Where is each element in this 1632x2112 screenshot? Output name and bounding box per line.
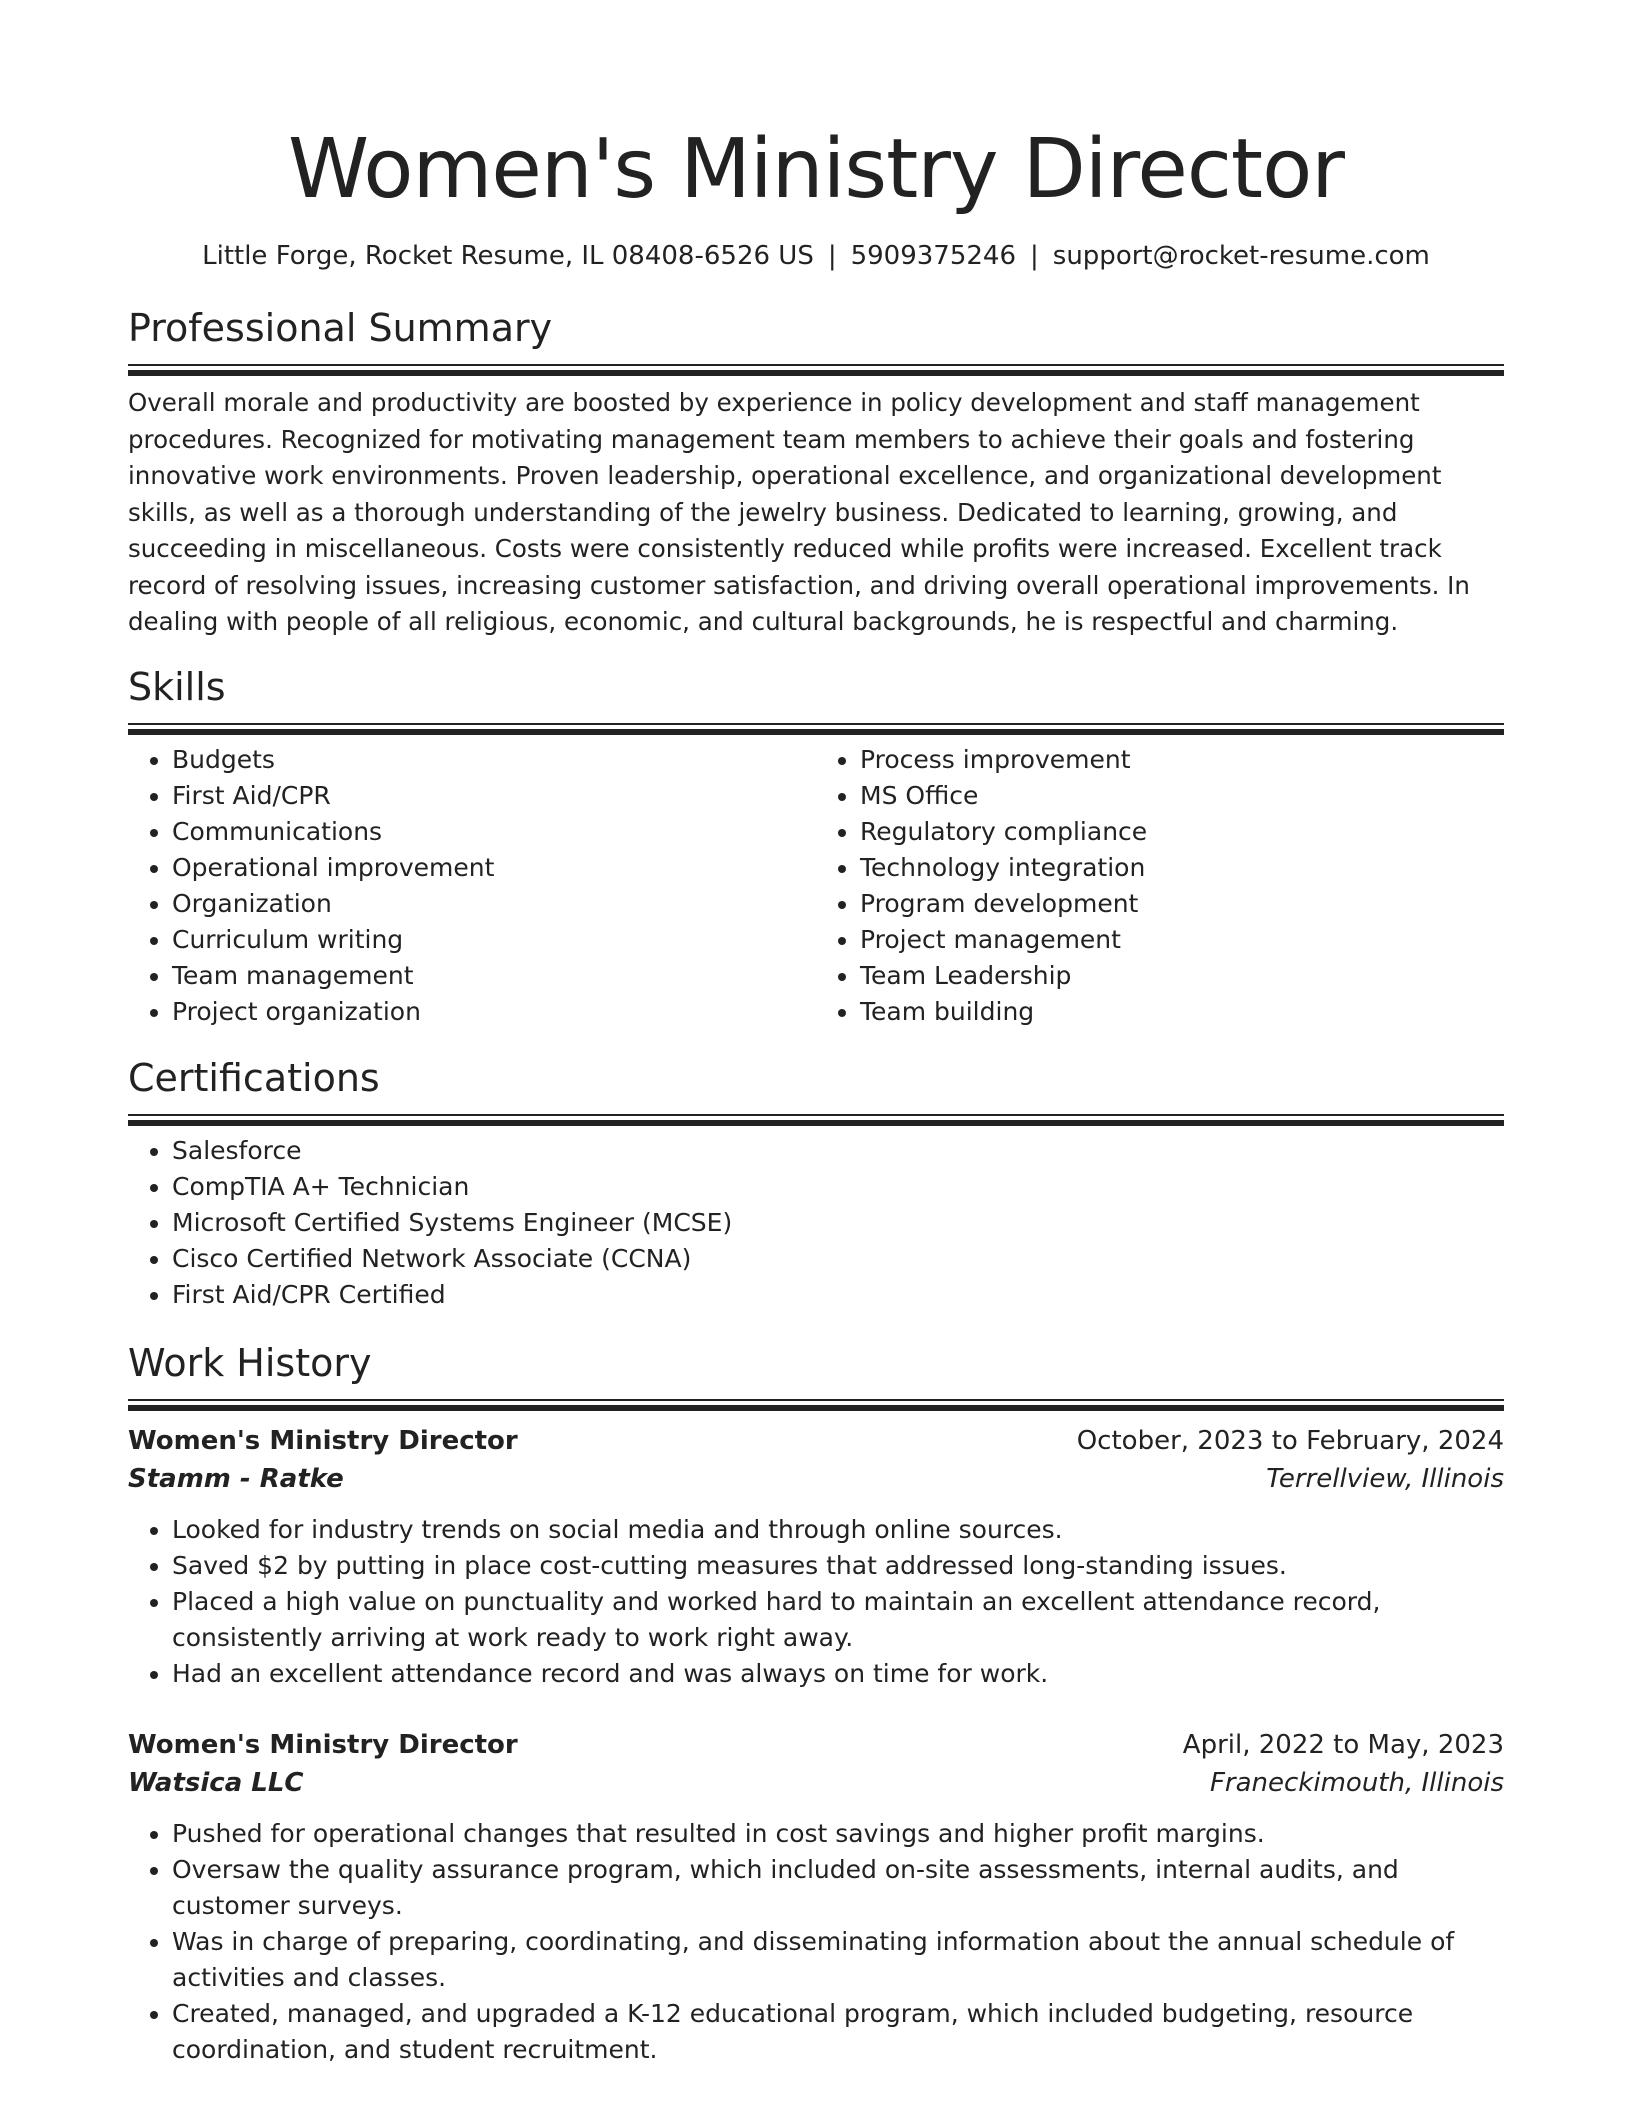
certification-item: • Salesforce (172, 1133, 1504, 1169)
section-title-skills: Skills (128, 664, 226, 709)
job-location: Terrellview, Illinois (1266, 1463, 1504, 1494)
certifications-section (128, 1054, 1504, 1313)
summary-text: Overall morale and productivity are boosted by experience in policy development and staff management procedures. Recognized for motivating management team members to achieve their goals and fostering innovative work environments. Proven leadership, operational excellence, and organizational development skills, as well as a thorough understanding of the jewelry business. Dedicated to learning, growing, and succeeding in miscellaneous. Costs were consistently reduced while profits were increased. Excellent track record of resolving issues, increasing customer satisfaction, and driving overall operational improvements. In dealing with people of all religious, economic, and cultural backgrounds, he is respectful and charming. (128, 388, 1470, 636)
contact-line (128, 238, 1504, 274)
skill-item: • Program development (860, 886, 1504, 922)
skills-grid (128, 742, 1504, 1030)
job-subheader (128, 1460, 1504, 1498)
contact-phone: 5909375246 (850, 241, 1017, 271)
section-title-summary: Professional Summary (128, 306, 553, 350)
certifications-list (128, 1133, 1504, 1313)
job-bullet: • Looked for industry trends on social media and through online sources. (172, 1512, 1504, 1548)
skill-item: • Team building (860, 994, 1504, 1030)
contact-separator: | (827, 241, 837, 271)
job-title: Women's Ministry Director (128, 1425, 518, 1456)
job-bullet: • Saved $2 by putting in place cost-cutting measures that addressed long-standing issues. (172, 1548, 1504, 1584)
job-bullet: • Was in charge of preparing, coordinating, and disseminating information about the annual schedule of activities and classes. (172, 1924, 1504, 1996)
job-company: Stamm - Ratke (128, 1463, 344, 1494)
skill-item: • MS Office (860, 778, 1504, 814)
resume-title: Women's Ministry Director (288, 122, 1344, 217)
section-divider (128, 364, 1504, 371)
job-title: Women's Ministry Director (128, 1729, 518, 1760)
job-header (128, 1726, 1504, 1764)
certification-item: • First Aid/CPR Certified (172, 1277, 1504, 1313)
job-location: Franeckimouth, Illinois (1209, 1767, 1504, 1798)
job-dates: October, 2023 to February, 2024 (1076, 1425, 1504, 1456)
skill-item: • Operational improvement (172, 850, 816, 886)
job-bullets (128, 1512, 1504, 1692)
certification-item: • Microsoft Certified Systems Engineer (MCSE) (172, 1205, 1504, 1241)
skill-item: • Budgets (172, 742, 816, 778)
skill-item: • Project management (860, 922, 1504, 958)
skill-item: • Process improvement (860, 742, 1504, 778)
section-divider (128, 1399, 1504, 1406)
skill-item: • Project organization (172, 994, 816, 1030)
skill-item: • Communications (172, 814, 816, 850)
skills-list-right (816, 742, 1504, 1030)
job-bullet: • Created, managed, and upgraded a K-12 educational program, which included budgeting, resource coordination, and student recruitment. (172, 1996, 1504, 2068)
job-entry (128, 1726, 1504, 2068)
skill-item: • Technology integration (860, 850, 1504, 886)
summary-section (128, 304, 1504, 641)
certification-item: • Cisco Certified Network Associate (CCNA) (172, 1241, 1504, 1277)
certification-item: • CompTIA A+ Technician (172, 1169, 1504, 1205)
job-bullet: • Pushed for operational changes that resulted in cost savings and higher profit margins. (172, 1816, 1504, 1852)
skills-section (128, 663, 1504, 1030)
job-bullet: • Oversaw the quality assurance program, which included on-site assessments, internal audits, and customer surveys. (172, 1852, 1504, 1924)
contact-address: Little Forge, Rocket Resume, IL 08408-6526 US (202, 241, 814, 271)
contact-separator: | (1030, 241, 1039, 271)
section-title-certifications: Certifications (128, 1055, 380, 1100)
job-subheader (128, 1764, 1504, 1802)
skill-item: • Regulatory compliance (860, 814, 1504, 850)
skill-item: • First Aid/CPR (172, 778, 816, 814)
job-bullet: • Placed a high value on punctuality and worked hard to maintain an excellent attendance record, consistently arriving at work ready to work right away. (172, 1584, 1504, 1656)
job-header (128, 1422, 1504, 1460)
job-entry (128, 1422, 1504, 1692)
skill-item: • Organization (172, 886, 816, 922)
job-company: Watsica LLC (128, 1767, 304, 1798)
section-title-work-history: Work History (128, 1340, 372, 1385)
skill-item: • Curriculum writing (172, 922, 816, 958)
section-divider (128, 723, 1504, 730)
contact-email[interactable]: support@rocket-resume.com (1052, 241, 1430, 271)
job-dates: April, 2022 to May, 2023 (1182, 1729, 1504, 1760)
skills-list-left (128, 742, 816, 1030)
skill-item: • Team management (172, 958, 816, 994)
skill-item: • Team Leadership (860, 958, 1504, 994)
job-bullets (128, 1816, 1504, 2068)
section-divider (128, 1114, 1504, 1121)
work-history-section (128, 1339, 1504, 2068)
job-bullet: • Had an excellent attendance record and was always on time for work. (172, 1656, 1504, 1692)
